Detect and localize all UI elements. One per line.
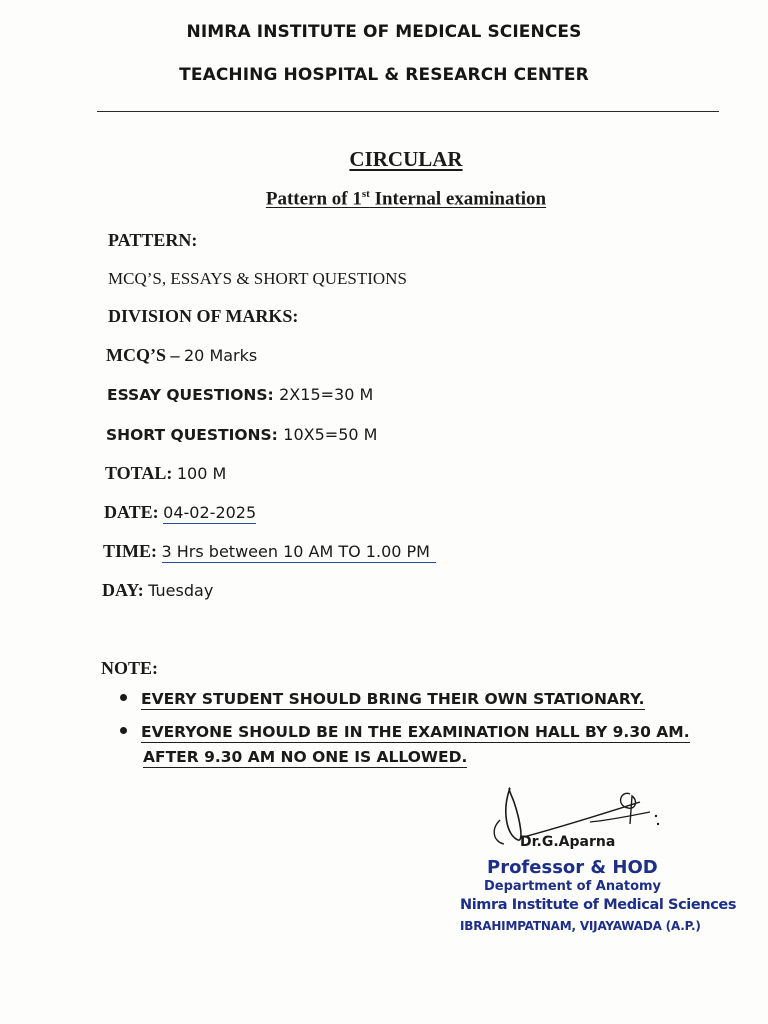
essay-label: ESSAY QUESTIONS: [107,386,280,404]
stamp-location: IBRAHIMPATNAM, VIJAYAWADA (A.P.) [460,919,701,933]
essay-line [107,385,373,404]
stamp-institute: Nimra Institute of Medical Sciences [460,897,737,913]
pattern-value: MCQ’S, ESSAYS & SHORT QUESTIONS [108,269,407,288]
subtitle-text-post: Internal examination [369,188,547,210]
total-value: 100 M [176,464,227,483]
total-line [105,463,226,484]
date-line [104,502,256,523]
total-label: TOTAL: [105,463,177,483]
time-label: TIME: [103,541,162,561]
mcq-label: MCQ’S – [106,345,184,365]
subtitle-text-pre: Pattern of 1 [265,188,362,210]
bullet-icon [120,694,127,701]
subtitle-superscript: st [361,188,370,200]
day-label: DAY: [102,580,149,600]
time-value: 3 Hrs between 10 AM TO 1.00 PM [162,542,436,563]
time-line [103,541,436,562]
day-line [102,580,213,601]
header-divider [97,111,719,112]
date-label: DATE: [104,502,164,522]
hospital-name: TEACHING HOSPITAL & RESEARCH CENTER [179,65,589,85]
essay-value: 2X15=30 M [279,385,374,404]
pattern-label: PATTERN: [108,230,198,250]
institute-name: NIMRA INSTITUTE OF MEDICAL SCIENCES [186,22,582,42]
note-item [120,723,690,741]
division-label: DIVISION OF MARKS: [108,306,299,326]
short-line [106,425,377,444]
note-item-continuation [143,748,467,766]
note-item [120,690,645,708]
mcq-line [106,345,257,366]
note-item-text: AFTER 9.30 AM NO ONE IS ALLOWED. [143,748,468,766]
exam-subtitle [0,188,768,210]
note-item-text: EVERY STUDENT SHOULD BRING THEIR OWN STATIONARY. [141,690,645,708]
stamp-department: Department of Anatomy [484,879,662,894]
note-label: NOTE: [101,658,159,678]
signatory-name: Dr.G.Aparna [520,834,616,850]
mcq-value: 20 Marks [184,346,258,365]
note-item-text: EVERYONE SHOULD BE IN THE EXAMINATION HALL BY 9.30 AM. [141,723,690,741]
date-value: 04-02-2025 [163,503,257,522]
circular-title: CIRCULAR [349,147,463,171]
stamp-designation: Professor & HOD [487,857,658,878]
bullet-icon [120,727,127,734]
short-label: SHORT QUESTIONS: [106,426,284,444]
day-value: Tuesday [148,581,214,600]
short-value: 10X5=50 M [283,425,378,444]
